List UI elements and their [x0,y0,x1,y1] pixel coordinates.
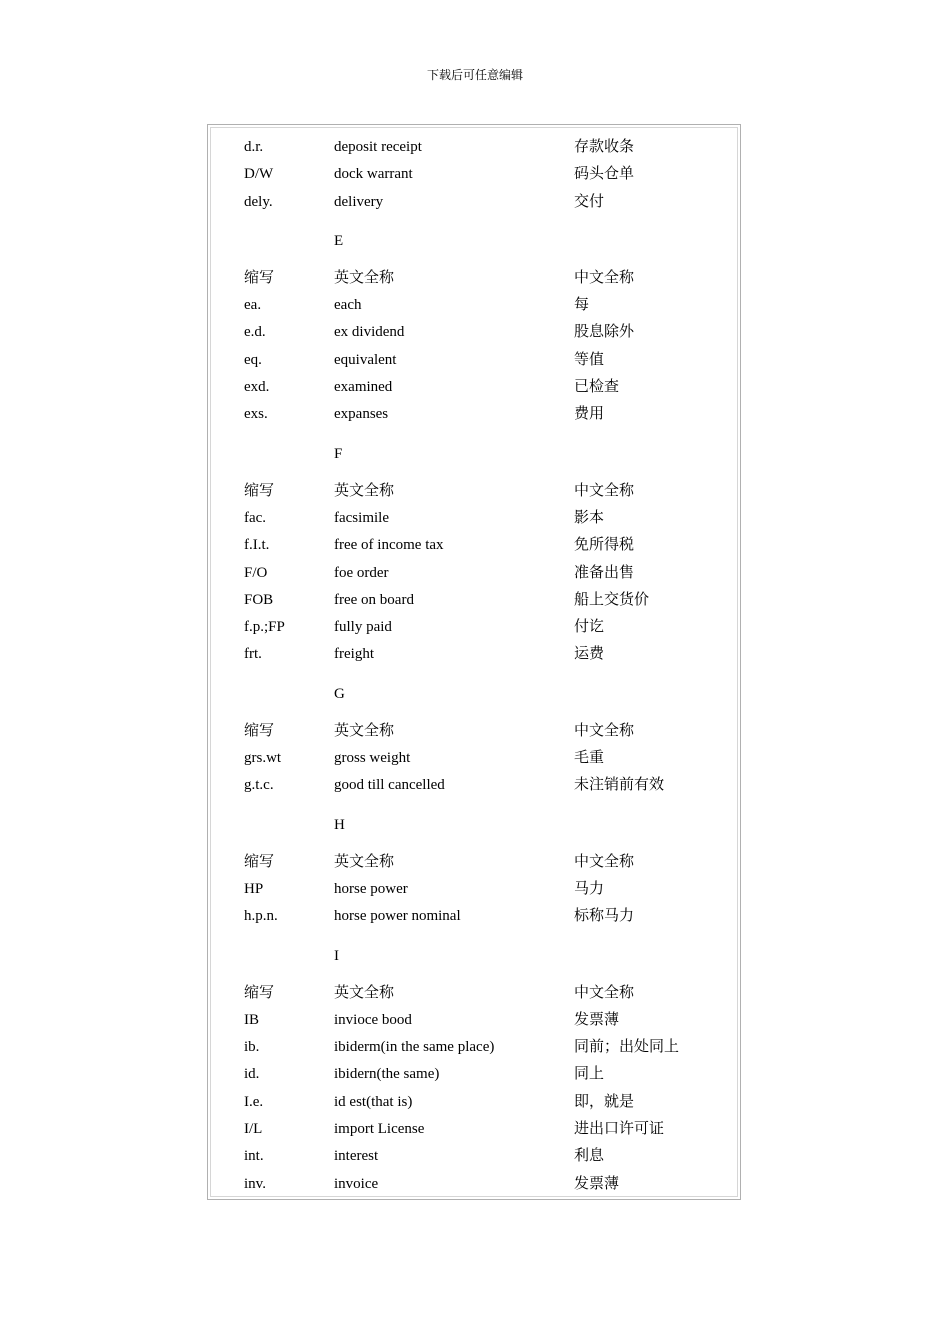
abbreviation-cell: I/L [244,1121,263,1138]
table-row [211,870,737,897]
english-cell: horse power [334,880,408,897]
table-row [211,581,737,608]
english-cell: 英文全称 [334,269,395,286]
chinese-cell: 进出口许可证 [574,1121,665,1138]
english-cell: expanses [334,406,389,423]
abbreviation-cell: e.d. [244,324,266,341]
english-cell: each [334,297,362,314]
abbreviation-cell: g.t.c. [244,777,274,794]
section-letter-text: H [334,816,345,833]
chinese-cell: 已检查 [574,379,620,396]
english-cell: free on board [334,591,414,608]
abbreviation-table [207,124,741,1200]
chinese-cell: 中文全称 [574,984,635,1001]
english-cell: deposit receipt [334,139,422,155]
english-cell: ex dividend [334,324,405,341]
chinese-cell: 同上 [574,1066,605,1083]
section-letter [211,936,737,974]
column-header-row [211,259,737,286]
abbreviation-cell: D/W [244,166,274,183]
english-cell: 英文全称 [334,722,395,739]
english-cell: delivery [334,193,384,210]
chinese-cell: 毛重 [574,750,605,767]
table-row [211,554,737,581]
chinese-cell: 费用 [574,406,605,423]
english-cell: freight [334,646,374,663]
abbreviation-cell: frt. [244,646,262,663]
table-row [211,526,737,553]
table-row [211,499,737,526]
section-letter-text: G [334,685,345,702]
abbreviation-cell: 缩写 [244,853,275,870]
abbreviation-cell: f.p.;FP [244,619,285,636]
table-row [211,1110,737,1137]
table-row [211,1137,737,1164]
english-cell: good till cancelled [334,777,445,794]
chinese-cell: 股息除外 [574,324,635,341]
english-cell: free of income tax [334,537,444,554]
section-letter-text: F [334,445,343,462]
english-cell: gross weight [334,750,411,767]
chinese-cell: 即，就是 [574,1093,635,1110]
chinese-cell: 码头仓单 [574,166,635,183]
chinese-cell: 等值 [574,351,605,368]
abbreviation-cell: 缩写 [244,269,275,286]
abbreviation-cell: HP [244,880,264,897]
english-cell: 英文全称 [334,482,395,499]
table-row [211,183,737,210]
english-cell: ibiderm(in the same place) [334,1039,495,1056]
table-row [211,766,737,793]
chinese-cell: 中文全称 [574,722,635,739]
chinese-cell: 标称马力 [574,908,635,925]
section-letter [211,221,737,259]
chinese-cell: 发票薄 [574,1011,620,1028]
table-row [211,1055,737,1082]
column-header-row [211,974,737,1001]
table-row [211,635,737,662]
english-cell: 英文全称 [334,984,395,1001]
abbreviation-cell: F/O [244,564,268,581]
chinese-cell: 马力 [574,880,605,897]
abbreviation-cell: eq. [244,351,262,368]
chinese-cell: 影本 [574,509,605,526]
table-row [211,1028,737,1055]
english-cell: interest [334,1148,379,1165]
english-cell: 英文全称 [334,853,395,870]
english-cell: dock warrant [334,166,413,183]
abbreviation-cell: id. [244,1066,260,1083]
abbreviation-cell: ib. [244,1039,260,1056]
table-row [211,1001,737,1028]
table-row [211,395,737,422]
abbreviation-cell: d.r. [244,139,264,155]
page-header-note: 下载后可任意编辑 [426,68,523,82]
chinese-cell: 未注销前有效 [574,777,665,794]
table-row [211,739,737,766]
english-cell: facsimile [334,509,389,526]
table-row [211,1165,737,1192]
abbreviation-cell: I.e. [244,1093,264,1110]
table-row [211,608,737,635]
chinese-cell: 利息 [574,1148,605,1165]
section-letter-text: E [334,232,344,249]
abbreviation-cell: 缩写 [244,984,275,1001]
table-row [211,313,737,340]
section-letter [211,805,737,843]
english-cell: ibidern(the same) [334,1066,440,1083]
section-letter-text: I [334,947,339,964]
english-cell: foe order [334,564,389,581]
table-row [211,1083,737,1110]
english-cell: id est(that is) [334,1093,413,1110]
table-body [211,128,737,1192]
abbreviation-cell: ea. [244,297,262,314]
abbreviation-cell: inv. [244,1175,266,1192]
chinese-cell: 中文全称 [574,482,635,499]
abbreviation-cell: int. [244,1148,264,1165]
abbreviation-cell: 缩写 [244,482,275,499]
abbreviation-cell: 缩写 [244,722,275,739]
abbreviation-cell: exd. [244,379,270,396]
chinese-cell: 运费 [574,646,605,663]
english-cell: horse power nominal [334,908,461,925]
chinese-cell: 同前；出处同上 [574,1039,680,1056]
abbreviation-cell: fac. [244,509,267,526]
english-cell: invioce bood [334,1011,412,1028]
english-cell: invoice [334,1175,379,1192]
english-cell: examined [334,379,393,396]
chinese-cell: 船上交货价 [574,591,650,608]
chinese-cell: 付讫 [574,619,605,636]
english-cell: equivalent [334,351,397,368]
abbreviation-cell: exs. [244,406,268,423]
chinese-cell: 发票薄 [574,1175,620,1192]
chinese-cell: 中文全称 [574,853,635,870]
table-row [211,128,737,155]
abbreviation-cell: h.p.n. [244,908,278,925]
chinese-cell: 交付 [574,193,605,210]
abbreviation-cell: grs.wt [244,750,282,767]
section-letter [211,434,737,472]
chinese-cell: 免所得税 [574,537,635,554]
abbreviation-cell: dely. [244,193,273,210]
table-row [211,286,737,313]
column-header-row [211,472,737,499]
english-cell: import License [334,1121,425,1138]
abbreviation-cell: f.I.t. [244,537,270,554]
english-cell: fully paid [334,619,392,636]
section-letter [211,674,737,712]
chinese-cell: 存款收条 [574,139,635,155]
column-header-row [211,712,737,739]
chinese-cell: 每 [574,297,590,314]
abbreviation-cell: IB [244,1011,259,1028]
table-row [211,897,737,924]
table-row [211,155,737,182]
chinese-cell: 准备出售 [574,564,635,581]
chinese-cell: 中文全称 [574,269,635,286]
abbreviation-table-inner [210,127,738,1197]
table-row [211,368,737,395]
abbreviation-cell: FOB [244,591,274,608]
column-header-row [211,843,737,870]
table-row [211,341,737,368]
